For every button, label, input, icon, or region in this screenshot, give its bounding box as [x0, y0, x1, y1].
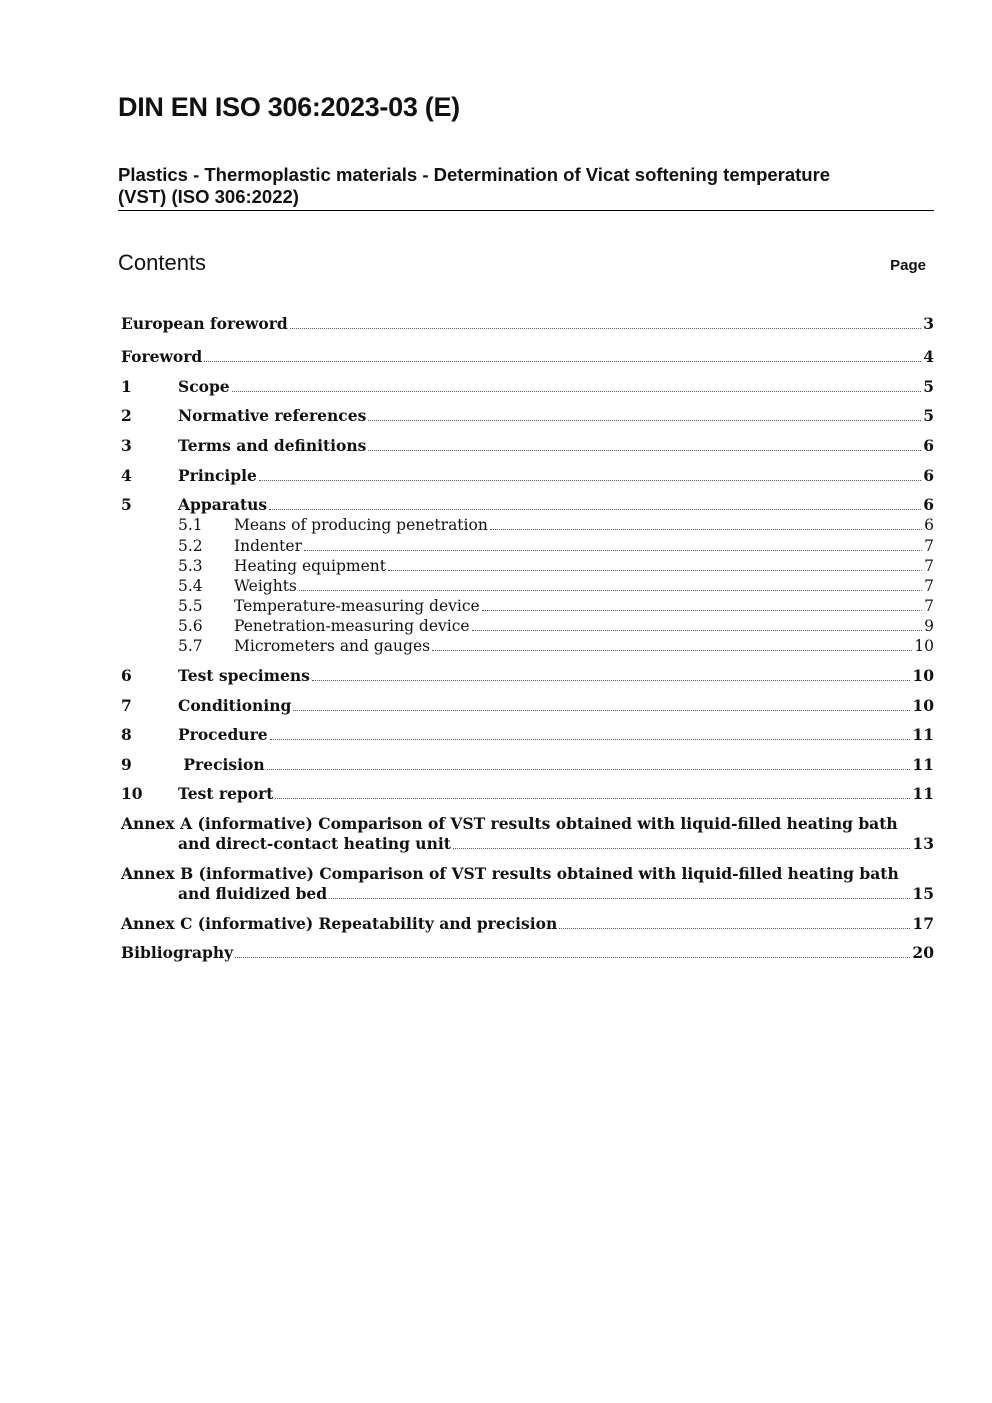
- dot-leader: [270, 738, 911, 740]
- toc-entry-scope[interactable]: [121, 377, 934, 397]
- dot-leader: [293, 709, 910, 711]
- toc-entry-number: 1: [121, 377, 132, 396]
- toc-entry-number: 5.7: [178, 637, 203, 655]
- toc-entry-label: Test specimens: [178, 666, 310, 685]
- toc-entry-page: 7: [924, 537, 934, 555]
- toc-entry-label: Temperature-measuring device: [234, 597, 480, 615]
- dot-leader: [235, 956, 910, 958]
- toc-entry-number: 5: [121, 495, 132, 514]
- toc-entry-label: Means of producing penetration: [234, 516, 488, 534]
- document-title: DIN EN ISO 306:2023-03 (E): [118, 92, 460, 122]
- dot-leader: [329, 897, 910, 899]
- toc-entry-label: and direct-contact heating unit: [178, 834, 451, 853]
- toc-entry-annex-b[interactable]: [178, 884, 934, 904]
- toc-entry-number: 10: [121, 784, 143, 803]
- toc-entry-annex-c[interactable]: [121, 914, 934, 934]
- toc-subentry-5-2[interactable]: [121, 536, 934, 556]
- toc-entry-page: 15: [912, 884, 934, 903]
- toc-entry-label: Heating equipment: [234, 557, 386, 575]
- toc-entry-page: 6: [923, 466, 934, 485]
- toc-entry-page: 4: [923, 347, 934, 366]
- toc-entry-annex-b-line1[interactable]: Annex B (informative) Comparison of VST results obtained with liquid-filled heating bath: [121, 864, 899, 883]
- toc-entry-page: 10: [912, 666, 934, 685]
- toc-entry-european-foreword[interactable]: [121, 314, 934, 334]
- toc-entry-foreword[interactable]: [121, 347, 934, 367]
- toc-entry-page: 6: [923, 436, 934, 455]
- toc-entry-principle[interactable]: [121, 466, 934, 486]
- toc-entry-terms-and-definitions[interactable]: [121, 436, 934, 456]
- toc-entry-number: 5.2: [178, 537, 203, 555]
- dot-leader: [204, 360, 921, 362]
- toc-entry-number: 5.4: [178, 577, 203, 595]
- dot-leader: [432, 649, 912, 651]
- toc-entry-normative-references[interactable]: [121, 406, 934, 426]
- toc-entry-apparatus[interactable]: [121, 495, 934, 515]
- toc-entry-page: 17: [912, 914, 934, 933]
- toc-entry-label: Scope: [178, 377, 230, 396]
- toc-entry-number: 5.1: [178, 516, 203, 534]
- page-column-label: Page: [890, 257, 926, 274]
- toc-entry-number: 8: [121, 725, 132, 744]
- toc-entry-label: Indenter: [234, 537, 302, 555]
- toc-entry-label: Foreword: [121, 347, 203, 366]
- toc-entry-page: 11: [912, 755, 934, 774]
- toc-entry-page: 10: [914, 637, 934, 655]
- toc-entry-number: 3: [121, 436, 132, 455]
- toc-entry-label: and fluidized bed: [178, 884, 328, 903]
- toc-entry-page: 6: [924, 516, 934, 534]
- toc-entry-page: 5: [923, 406, 934, 425]
- toc-entry-page: 9: [924, 617, 934, 635]
- toc-entry-label: Bibliography: [121, 943, 234, 962]
- dot-leader: [275, 797, 910, 799]
- toc-subentry-5-3[interactable]: [121, 556, 934, 576]
- toc-subentry-5-7[interactable]: [121, 636, 934, 656]
- dot-leader: [312, 679, 911, 681]
- dot-leader: [267, 768, 911, 770]
- toc-entry-label: European foreword: [121, 314, 288, 333]
- toc-entry-number: 5.5: [178, 597, 203, 615]
- toc-entry-number: 7: [121, 696, 132, 715]
- toc-entry-label: Conditioning: [178, 696, 292, 715]
- dot-leader: [368, 419, 921, 421]
- dot-leader: [472, 629, 923, 631]
- toc-entry-label: Test report: [178, 784, 274, 803]
- toc-entry-annex-a-line1[interactable]: Annex A (informative) Comparison of VST results obtained with liquid-filled heating bath: [121, 814, 898, 833]
- dot-leader: [453, 847, 911, 849]
- toc-entry-page: 7: [924, 557, 934, 575]
- toc-subentry-5-4[interactable]: [121, 576, 934, 596]
- dot-leader: [259, 479, 921, 481]
- dot-leader: [559, 927, 910, 929]
- toc-entry-label: Apparatus: [178, 495, 268, 514]
- toc-entry-label: Penetration-measuring device: [234, 617, 470, 635]
- toc-entry-number: 6: [121, 666, 132, 685]
- toc-entry-page: 7: [924, 597, 934, 615]
- toc-entry-page: 10: [912, 696, 934, 715]
- toc-entry-number: 5.6: [178, 617, 203, 635]
- toc-entry-label: Terms and definitions: [178, 436, 367, 455]
- toc-entry-label: Normative references: [178, 406, 367, 425]
- toc-entry-number: 2: [121, 406, 132, 425]
- toc-subentry-5-1[interactable]: [121, 515, 934, 535]
- toc-subentry-5-5[interactable]: [121, 596, 934, 616]
- dot-leader: [290, 327, 921, 329]
- toc-entry-label: Procedure: [178, 725, 268, 744]
- toc-entry-test-report[interactable]: [121, 784, 934, 804]
- toc-entry-label: Principle: [178, 466, 257, 485]
- toc-entry-precision[interactable]: [121, 755, 934, 775]
- dot-leader: [490, 528, 922, 530]
- dot-leader: [368, 449, 921, 451]
- toc-entry-number: 5.3: [178, 557, 203, 575]
- toc-subentry-5-6[interactable]: [121, 616, 934, 636]
- toc-entry-page: 3: [923, 314, 934, 333]
- toc-entry-page: 11: [912, 725, 934, 744]
- toc-entry-label: Annex C (informative) Repeatability and precision: [121, 914, 558, 933]
- dot-leader: [232, 390, 922, 392]
- toc-entry-number: 4: [121, 466, 132, 485]
- dot-leader: [269, 508, 921, 510]
- toc-entry-page: 11: [912, 784, 934, 803]
- contents-heading: Contents: [118, 250, 207, 275]
- toc-entry-test-specimens[interactable]: [121, 666, 934, 686]
- toc-entry-conditioning[interactable]: [121, 696, 934, 716]
- toc-entry-page: 7: [924, 577, 934, 595]
- toc-entry-annex-a[interactable]: [178, 834, 934, 854]
- toc-entry-number: 9: [121, 755, 132, 774]
- toc-entry-procedure[interactable]: [121, 725, 934, 745]
- toc-entry-label: Micrometers and gauges: [234, 637, 431, 655]
- title-underline: [118, 210, 934, 211]
- toc-entry-page: 6: [923, 495, 934, 514]
- toc-entry-label: Weights: [234, 577, 297, 595]
- toc-entry-label: Precision: [178, 755, 265, 774]
- toc-entry-page: 5: [923, 377, 934, 396]
- document-subtitle: Plastics - Thermoplastic materials - Determination of Vicat softening temperature (VST) (ISO 306:2022): [118, 164, 831, 207]
- dot-leader: [299, 589, 922, 591]
- dot-leader: [482, 609, 922, 611]
- dot-leader: [388, 569, 922, 571]
- toc-entry-page: 20: [912, 943, 934, 962]
- dot-leader: [304, 549, 922, 551]
- toc-entry-bibliography[interactable]: [121, 943, 934, 963]
- toc-entry-page: 13: [912, 834, 934, 853]
